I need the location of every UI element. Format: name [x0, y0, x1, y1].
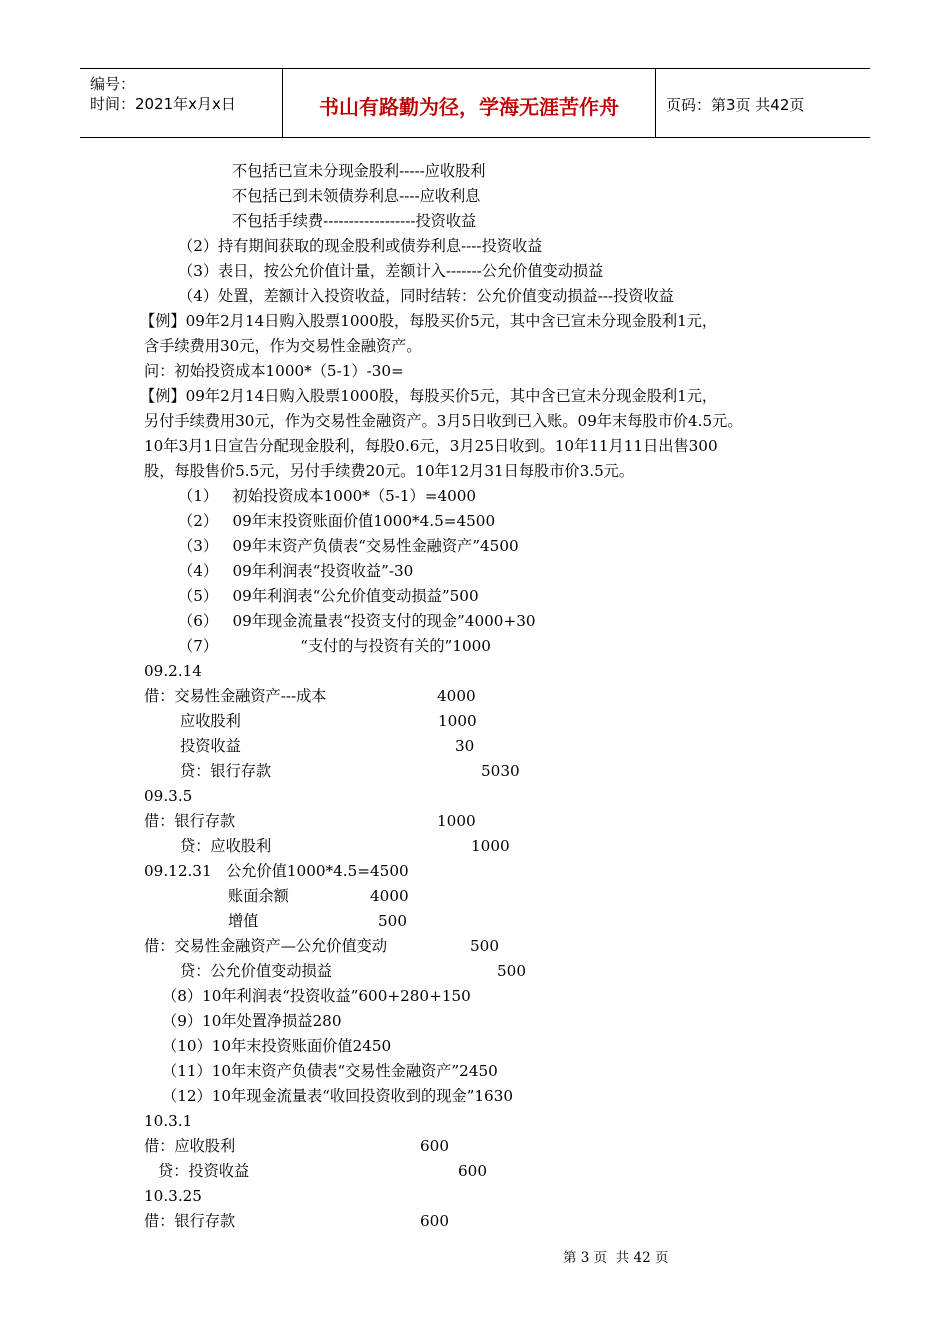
question-line: 问：初始投资成本1000*（5-1）-30= [144, 362, 404, 380]
credit-line: 贷：银行存款 [180, 762, 272, 780]
entry-date: 10.3.1 [144, 1112, 193, 1130]
debit-amount: 600 [420, 1212, 449, 1230]
answer-line: （10）10年末投资账面价值2450 [162, 1037, 392, 1055]
entry-date: 09.3.5 [144, 787, 193, 805]
text-line: （3）表日，按公允价值计量，差额计入-------公允价值变动损益 [178, 262, 604, 280]
document-number-label: 编号： [90, 75, 136, 93]
credit-amount: 600 [458, 1162, 487, 1180]
calc-amount: 500 [378, 912, 407, 930]
document-date-label: 时间：2021年x月x日 [90, 95, 236, 113]
answer-line: （2） 09年末投资账面价值1000*4.5=4500 [178, 512, 496, 530]
calc-amount: 4000 [370, 887, 409, 905]
debit-line: 借：交易性金融资产—公允价值变动 [144, 937, 387, 955]
example-line: 另付手续费用30元，作为交易性金融资产。3月5日收到已入账。09年末每股市价4.5元。 [144, 412, 743, 430]
answer-line: （11）10年末资产负债表“交易性金融资产”2450 [162, 1062, 498, 1080]
entry-date: 10.3.25 [144, 1187, 202, 1205]
answer-line: （1） 初始投资成本1000*（5-1）=4000 [178, 487, 477, 505]
answer-line: （7） “支付的与投资有关的”1000 [178, 637, 491, 655]
debit-amount: 600 [420, 1137, 449, 1155]
header-motto-cell [283, 69, 656, 137]
debit-amount: 1000 [438, 712, 477, 730]
header-page-cell [656, 69, 870, 137]
example-line: 股，每股售价5.5元，另付手续费20元。10年12月31日每股市价3.5元。 [144, 462, 635, 480]
debit-line: 应收股利 [180, 712, 241, 730]
credit-amount: 1000 [471, 837, 510, 855]
page-header [80, 68, 870, 138]
credit-line: 贷：投资收益 [158, 1162, 250, 1180]
answer-line: （6） 09年现金流量表“投资支付的现金”4000+30 [178, 612, 536, 630]
debit-line: 投资收益 [180, 737, 241, 755]
credit-line: 贷：公允价值变动损益 [180, 962, 332, 980]
example-line: 含手续费用30元，作为交易性金融资产。 [144, 337, 422, 355]
debit-amount: 30 [455, 737, 475, 755]
answer-line: （8）10年利润表“投资收益”600+280+150 [162, 987, 471, 1005]
debit-amount: 500 [470, 937, 499, 955]
credit-line: 贷：应收股利 [180, 837, 272, 855]
footer-page-number: 第 3 页 共 42 页 [563, 1250, 669, 1266]
example-line: 10年3月1日宣告分配现金股利，每股0.6元，3月25日收到。10年11月11日出售300 [144, 437, 718, 455]
text-line: 不包括手续费------------------投资收益 [232, 212, 477, 230]
text-line: （2）持有期间获取的现金股利或债券利息----投资收益 [178, 237, 543, 255]
credit-amount: 500 [497, 962, 526, 980]
text-line: 不包括已到未领债券利息----应收利息 [232, 187, 481, 205]
text-line: （4）处置，差额计入投资收益，同时结转：公允价值变动损益---投资收益 [178, 287, 674, 305]
motto-text: 书山有路勤为径，学海无涯苦作舟 [319, 95, 619, 119]
page-code: 页码：第3页 共42页 [666, 96, 805, 114]
answer-line: （4） 09年利润表“投资收益”-30 [178, 562, 414, 580]
debit-amount: 1000 [437, 812, 476, 830]
answer-line: （5） 09年利润表“公允价值变动损益”500 [178, 587, 479, 605]
entry-date: 09.2.14 [144, 662, 202, 680]
debit-line: 借：银行存款 [144, 812, 236, 830]
answer-line: （3） 09年末资产负债表“交易性金融资产”4500 [178, 537, 519, 555]
calc-line: 增值 [228, 912, 259, 930]
debit-line: 借：银行存款 [144, 1212, 236, 1230]
example-line: 【例】09年2月14日购入股票1000股，每股买价5元，其中含已宣未分现金股利1元， [140, 387, 718, 405]
answer-line: （9）10年处置净损益280 [162, 1012, 342, 1030]
calc-line: 账面余额 [228, 887, 289, 905]
header-info-cell [80, 69, 283, 137]
credit-amount: 5030 [481, 762, 520, 780]
example-line: 【例】09年2月14日购入股票1000股，每股买价5元，其中含已宣未分现金股利1元， [140, 312, 718, 330]
debit-line: 借：应收股利 [144, 1137, 236, 1155]
text-line: 不包括已宣未分现金股利-----应收股利 [232, 162, 486, 180]
debit-amount: 4000 [437, 687, 476, 705]
answer-line: （12）10年现金流量表“收回投资收到的现金”1630 [162, 1087, 514, 1105]
debit-line: 借：交易性金融资产---成本 [144, 687, 327, 705]
entry-date: 09.12.31 公允价值1000*4.5=4500 [144, 862, 409, 880]
